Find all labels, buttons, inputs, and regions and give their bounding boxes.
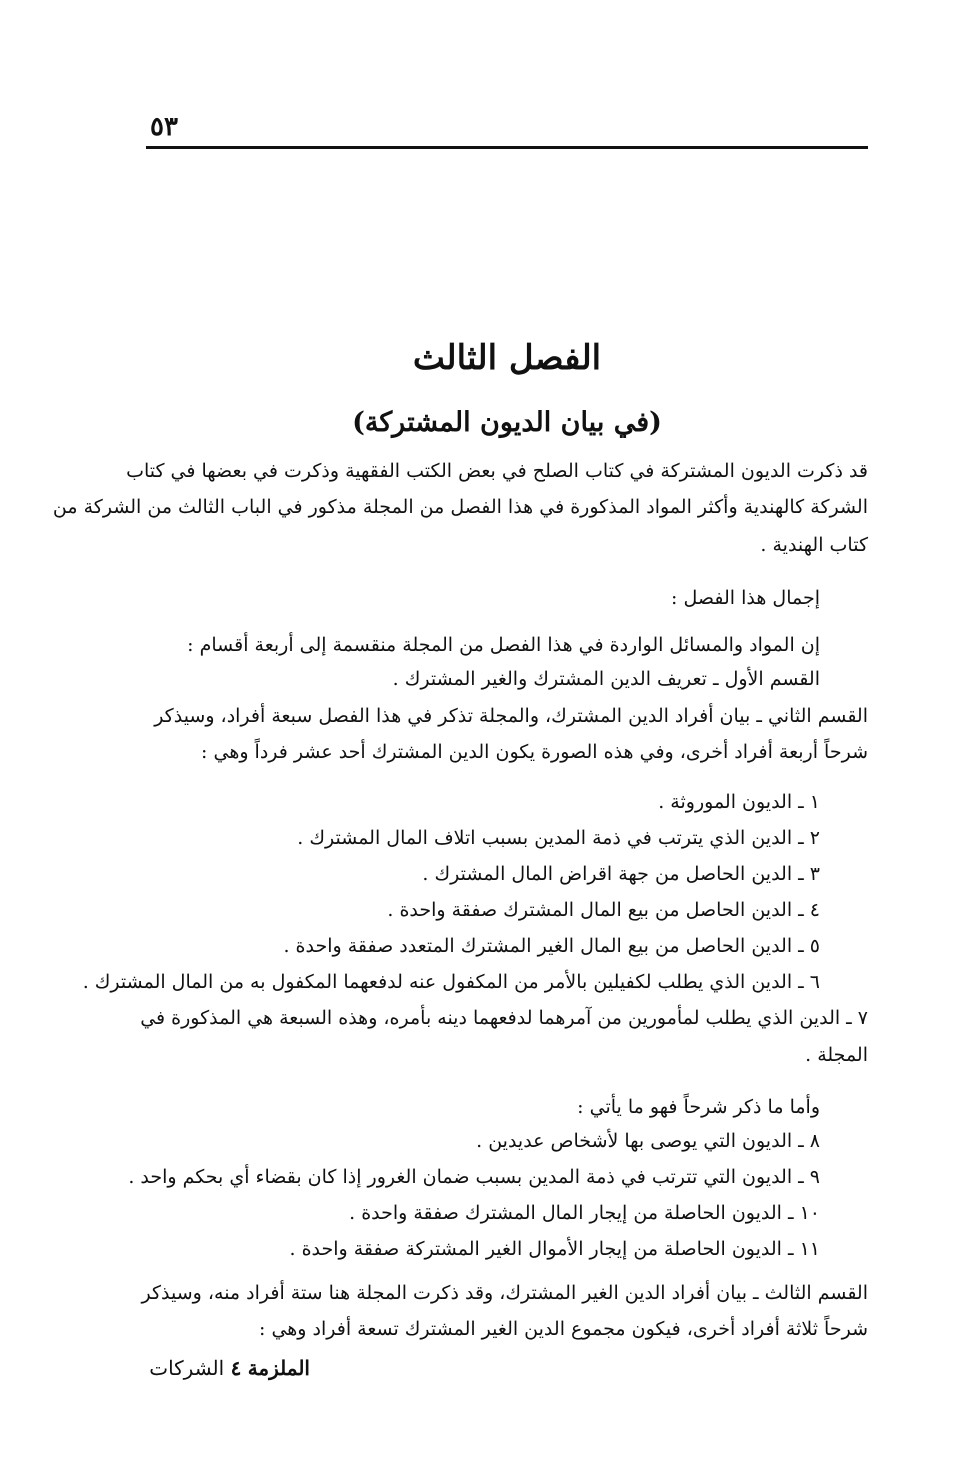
signature-label: الملزمة xyxy=(247,1356,310,1380)
list-item: ٦ ـ الدين الذي يطلب لكفيلين بالأمر من المكفول عنه لدفعهما المكفول به من المال المشترك . xyxy=(82,971,820,993)
section-one: القسم الأول ـ تعريف الدين المشترك والغير المشترك . xyxy=(392,668,820,690)
intro-line: كتاب الهندية . xyxy=(760,534,868,556)
list-item: ٥ ـ الدين الحاصل من بيع المال الغير المشترك المتعدد صفقة واحدة . xyxy=(283,935,820,957)
commentary-intro: وأما ما ذكر شرحاً فهو ما يأتي : xyxy=(577,1096,820,1118)
chapter-title: الفصل الثالث xyxy=(412,338,602,378)
summary-heading: إجمال هذا الفصل : xyxy=(671,587,820,609)
list-item: ٢ ـ الدين الذي يترتب في ذمة المدين بسبب اتلاف المال المشترك . xyxy=(297,827,820,849)
book-title: الشركات xyxy=(149,1356,225,1380)
list-item-continuation: المجلة . xyxy=(805,1044,868,1066)
list-item: ٤ ـ الدين الحاصل من بيع المال المشترك صفقة واحدة . xyxy=(387,899,820,921)
chapter-subtitle: (في بيان الديون المشتركة) xyxy=(352,407,662,438)
list-item: ٨ ـ الديون التي يوصى بها لأشخاص عديدين . xyxy=(476,1130,820,1152)
section-two-line: القسم الثاني ـ بيان أفراد الدين المشترك، والمجلة تذكر في هذا الفصل سبعة أفراد، وسيذكر xyxy=(154,705,868,727)
list-item: ١١ ـ الديون الحاصلة من إيجار الأموال الغير المشتركة صفقة واحدة . xyxy=(289,1238,820,1260)
footer-signature xyxy=(149,1356,310,1380)
section-three-line: شرحاً ثلاثة أفراد أخرى، فيكون مجموع الدين الغير المشترك تسعة أفراد وهي : xyxy=(259,1318,868,1340)
list-item: ١٠ ـ الديون الحاصلة من إيجار المال المشترك صفقة واحدة . xyxy=(349,1202,820,1224)
list-item: ٩ ـ الديون التي تترتب في ذمة المدين بسبب ضمان الغرور إذا كان بقضاء أي بحكم واحد . xyxy=(128,1166,820,1188)
header-rule xyxy=(146,146,868,149)
list-item: ٣ ـ الدين الحاصل من جهة اقراض المال المشترك . xyxy=(422,863,820,885)
summary-line: إن المواد والمسائل الواردة في هذا الفصل من المجلة منقسمة إلى أربعة أقسام : xyxy=(187,634,820,656)
intro-line: الشركة كالهندية وأكثر المواد المذكورة في هذا الفصل من المجلة مذكور في الباب الثالث من الشركة من xyxy=(52,496,868,518)
section-two-line: شرحاً أربعة أفراد أخرى، وفي هذه الصورة يكون الدين المشترك أحد عشر فرداً وهي : xyxy=(201,741,868,763)
intro-line: قد ذكرت الديون المشتركة في كتاب الصلح في بعض الكتب الفقهية وذكرت في بعضها في كتاب xyxy=(126,460,868,482)
list-item: ٧ ـ الدين الذي يطلب لمأمورين من آمرهما لدفعهما دينه بأمره، وهذه السبعة هي المذكورة في xyxy=(140,1007,868,1029)
list-item: ١ ـ الديون الموروثة . xyxy=(658,791,820,813)
section-three-line: القسم الثالث ـ بيان أفراد الدين الغير المشترك، وقد ذكرت المجلة هنا ستة أفراد منه، وسيذكر xyxy=(141,1282,868,1304)
signature-number: ٤ xyxy=(230,1356,242,1380)
page-number: ٥٣ xyxy=(150,112,178,142)
